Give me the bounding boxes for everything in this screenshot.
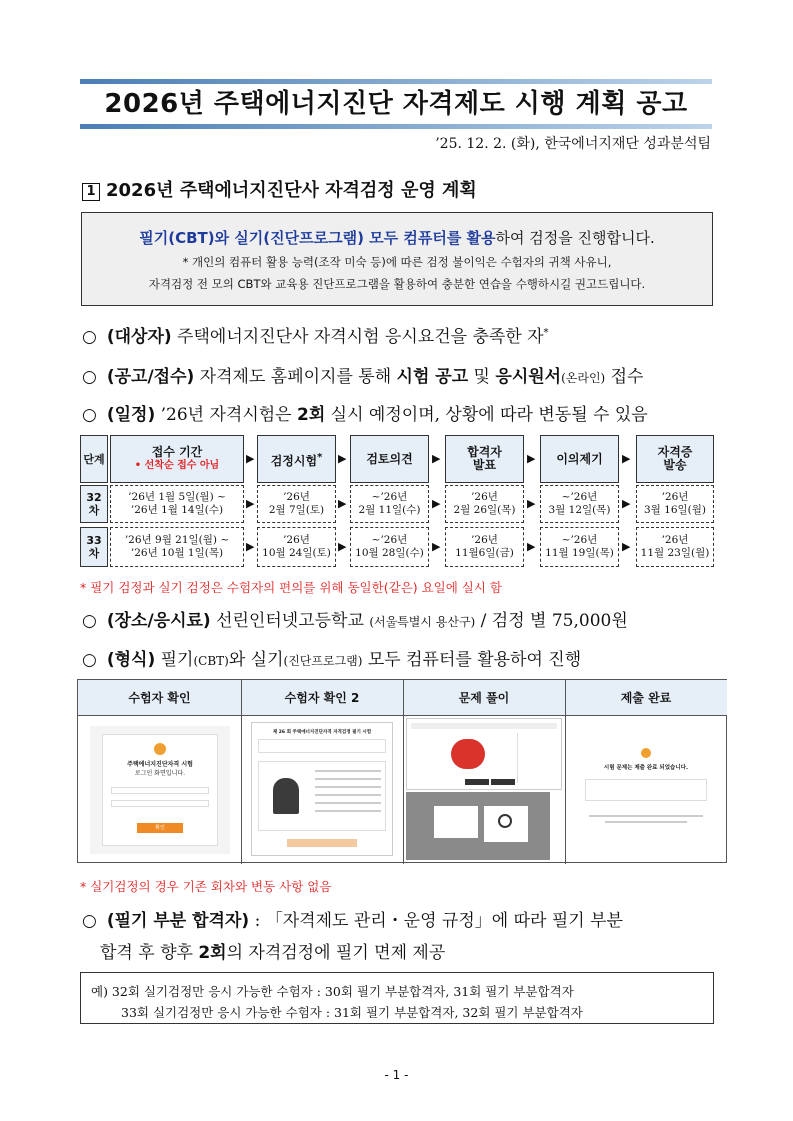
bullet-text: 및	[468, 367, 496, 387]
problem-screenshot-2	[406, 792, 550, 860]
dialog	[434, 806, 478, 838]
bullet-bold: 응시원서	[495, 367, 562, 387]
arrow-icon: ▶	[432, 452, 441, 465]
bullet-small: (진단프로그램)	[283, 654, 363, 668]
cell-text: 3월 16일(월)	[643, 504, 706, 516]
bullet-announce	[82, 362, 643, 387]
bullet-partial-pass-cont	[100, 938, 445, 963]
bullet-text: : 「자격제도 관리・운영 규정」에 따라 필기 부분	[249, 911, 623, 931]
header-result: 합격자 발표	[445, 435, 524, 483]
identity-card	[258, 761, 386, 831]
notice-emphasis: 필기(CBT)와 실기(진단프로그램) 모두 컴퓨터를 활용	[139, 229, 496, 247]
bullet-text: 주택에너지진단사 자격시험 응시요건을 충족한 자	[171, 327, 544, 347]
cell-text: ’26년	[283, 491, 310, 503]
page-title: 2026년 주택에너지진단 자격제도 시행 계획 공고	[104, 89, 688, 119]
bullet-label: (형식)	[106, 650, 156, 670]
bullet-text: 모두 컴퓨터를 활용하여 진행	[362, 650, 582, 670]
row-32-certificate	[636, 485, 714, 523]
arrow-icon: ▶	[338, 452, 347, 465]
dateline: ’25. 12. 2. (화), 한국에너지재단 성과분석팀	[435, 136, 711, 152]
bullet-text: 선린인터넷고등학교	[210, 611, 370, 631]
divider	[565, 680, 566, 864]
arrow-icon: ▶	[527, 540, 536, 553]
bullet-bold: 2회	[297, 405, 326, 425]
apple-icon	[451, 739, 485, 769]
arrow-icon: ▶	[622, 497, 631, 510]
row-round-32: 32차	[80, 485, 108, 523]
section-title: 2026년 주택에너지진단사 자격검정 운영 계획	[106, 180, 477, 201]
identity-info-bar	[258, 739, 386, 753]
arrow-icon: ▶	[527, 497, 536, 510]
cell-text: ~’26년	[371, 491, 408, 503]
section-heading	[82, 176, 477, 202]
page-number: - 1 -	[384, 1068, 409, 1082]
header-review: 검토의견	[350, 435, 429, 483]
bullet-label: (공고/접수)	[106, 367, 195, 387]
login-subtitle: 로그인 화면입니다.	[134, 770, 186, 777]
problem-screenshot-1	[406, 718, 562, 790]
submit-summary	[585, 779, 707, 801]
bullet-label: (필기 부분 합격자)	[106, 911, 250, 931]
row-round-33: 33차	[80, 527, 108, 567]
bullet-mark: ○	[82, 367, 97, 387]
row-32-apply	[110, 485, 244, 523]
bullet-text: 접수	[605, 367, 644, 387]
header-certificate: 자격증 발송	[636, 435, 714, 483]
bullet-partial-pass	[82, 906, 623, 931]
login-field	[111, 800, 209, 807]
bullet-label: (일정)	[106, 405, 156, 425]
cell-text: ’26년 1월 14일(수)	[130, 504, 224, 516]
cell-text: ’26년	[471, 534, 498, 546]
bullet-text: 와 실기	[228, 650, 284, 670]
cell-text: ’26년	[661, 534, 689, 546]
arrow-icon: ▶	[527, 452, 536, 465]
shot-header-1: 수험자 확인	[78, 680, 241, 716]
header-apply-label: 접수 기간	[151, 445, 203, 459]
schedule-table	[80, 435, 714, 572]
bullet-target	[82, 322, 549, 347]
cell-text: 3월 12일(목)	[548, 504, 611, 516]
arrow-icon: ▶	[246, 452, 255, 465]
cell-text: ’26년 10월 1일(목)	[130, 547, 224, 559]
example-box	[80, 972, 714, 1024]
bullet-format	[82, 645, 581, 670]
section-number: 1	[82, 183, 100, 201]
row-33-certificate	[636, 527, 714, 567]
title-bottom-rule	[80, 124, 712, 129]
bullet-text: / 검정 별 75,000원	[475, 611, 628, 631]
confirm-button	[287, 839, 357, 847]
cell-text: ’26년	[661, 491, 689, 503]
notice-rest: 하여 검정을 진행합니다.	[495, 229, 655, 247]
notice-line-2: * 개인의 컴퓨터 활용 능력(조작 미숙 등)에 따른 검정 불이익은 수험자의 귀책 사유니,	[182, 255, 612, 269]
arrow-icon: ▶	[432, 540, 441, 553]
arrow-icon: ▶	[338, 497, 347, 510]
cell-text: ’26년	[471, 491, 498, 503]
check-icon	[498, 814, 512, 828]
bullet-text: 합격 후 향후	[100, 943, 199, 963]
arrow-icon: ▶	[338, 540, 347, 553]
bullet-small: (온라인)	[561, 371, 606, 385]
arrow-icon: ▶	[622, 540, 631, 553]
cell-text: 11월 19일(목)	[545, 547, 614, 559]
arrow-icon: ▶	[246, 497, 255, 510]
arrow-icon: ▶	[622, 452, 631, 465]
cell-text: ’26년 9월 21일(월) ~	[124, 534, 230, 546]
login-card	[102, 734, 218, 846]
bullet-small: (CBT)	[193, 654, 229, 668]
bullet-mark: ○	[82, 911, 97, 931]
example-line-1: 예) 32회 실기검정만 응시 가능한 수험자 : 30회 필기 부분합격자, 31회 필기 부분합격자	[91, 984, 574, 999]
footnote-same-day: * 필기 검정과 실기 검정은 수험자의 편의를 위해 동일한(같은) 요일에 실시 함	[80, 580, 502, 595]
header-exam-sup: *	[317, 451, 323, 463]
header-stage: 단계	[80, 435, 108, 483]
row-33-appeal	[540, 527, 619, 567]
logo-icon	[154, 743, 166, 755]
arrow-icon: ▶	[432, 497, 441, 510]
row-32-appeal	[540, 485, 619, 523]
arrow-icon: ▶	[246, 540, 255, 553]
shot-header-4: 제출 완료	[565, 680, 727, 716]
submit-message: 시험 문제는 제출 완료 되었습니다.	[603, 765, 689, 771]
header-apply	[110, 435, 244, 483]
cell-text: ~’26년	[561, 491, 598, 503]
cell-text: 2월 7일(토)	[268, 504, 325, 516]
login-button: 확인	[137, 823, 183, 833]
row-33-result	[445, 527, 524, 567]
identity-screenshot	[251, 722, 393, 856]
notice-box	[81, 212, 713, 306]
cell-text: 10월 24일(토)	[262, 547, 331, 559]
bullet-small: (서울특별시 용산구)	[369, 615, 476, 629]
bullet-text: 자격제도 홈페이지를 통해	[194, 367, 397, 387]
shot-header-2: 수험자 확인 2	[241, 680, 403, 716]
cell-text: ’26년	[283, 534, 310, 546]
bullet-mark: ○	[82, 327, 97, 347]
header-exam-label: 검정시험	[270, 453, 318, 468]
header-appeal: 이의제기	[540, 435, 619, 483]
row-32-result	[445, 485, 524, 523]
bullet-text: 실시 예정이며, 상황에 따라 변동될 수 있음	[325, 405, 648, 425]
login-screenshot	[90, 726, 230, 854]
cell-text: 11월6일(금)	[455, 547, 514, 559]
bullet-text: ’26년 자격시험은	[155, 405, 298, 425]
cell-text: 2월 26일(목)	[453, 504, 516, 516]
cell-text: 10월 28일(수)	[355, 547, 424, 559]
bullet-sup: *	[543, 327, 549, 339]
footnote-practical: * 실기검정의 경우 기존 회차와 변동 사항 없음	[80, 879, 332, 894]
row-33-review	[350, 527, 429, 567]
row-32-review	[350, 485, 429, 523]
bullet-schedule	[82, 400, 648, 425]
bullet-text: 필기	[155, 650, 194, 670]
bullet-mark: ○	[82, 650, 97, 670]
logo-icon	[641, 748, 651, 758]
identity-title: 제 26 회 주택에너지진단자격 자격검정 필기 시험	[272, 730, 372, 735]
submit-screenshot	[575, 724, 717, 856]
row-32-exam	[257, 485, 336, 523]
bullet-mark: ○	[82, 405, 97, 425]
header-apply-note: • 선착순 접수 아님	[134, 460, 220, 471]
bullet-bold: 2회	[198, 943, 227, 963]
divider	[403, 680, 404, 864]
cell-text: ~’26년	[371, 534, 408, 546]
row-33-apply	[110, 527, 244, 567]
login-title: 주택에너지진단자격 시험	[127, 761, 193, 768]
shot-header-3: 문제 풀이	[403, 680, 565, 716]
bullet-text: 의 자격검정에 필기 면제 제공	[226, 943, 446, 963]
row-33-exam	[257, 527, 336, 567]
header-exam	[257, 435, 336, 483]
bullet-label: (장소/응시료)	[106, 611, 211, 631]
bullet-label: (대상자)	[106, 327, 172, 347]
cell-text: 11월 23일(월)	[640, 547, 710, 559]
divider	[241, 680, 242, 864]
cell-text: ~’26년	[561, 534, 598, 546]
title-top-rule	[80, 79, 712, 84]
photo-icon	[273, 778, 299, 814]
cell-text: ’26년 1월 5일(월) ~	[128, 491, 226, 503]
notice-line-3: 자격검정 전 모의 CBT와 교육용 진단프로그램을 활용하여 충분한 연습을 수행하시길 권고드립니다.	[148, 277, 646, 291]
notice-line-1	[82, 227, 712, 248]
cell-text: 2월 11일(수)	[358, 504, 421, 516]
screenshot-table	[77, 679, 727, 863]
bullet-venue	[82, 606, 628, 631]
bullet-bold: 시험 공고	[396, 367, 469, 387]
example-line-2: 33회 실기검정만 응시 가능한 수험자 : 31회 필기 부분합격자, 32회 필기 부분합격자	[121, 1005, 583, 1020]
bullet-mark: ○	[82, 611, 97, 631]
login-field	[111, 787, 209, 794]
